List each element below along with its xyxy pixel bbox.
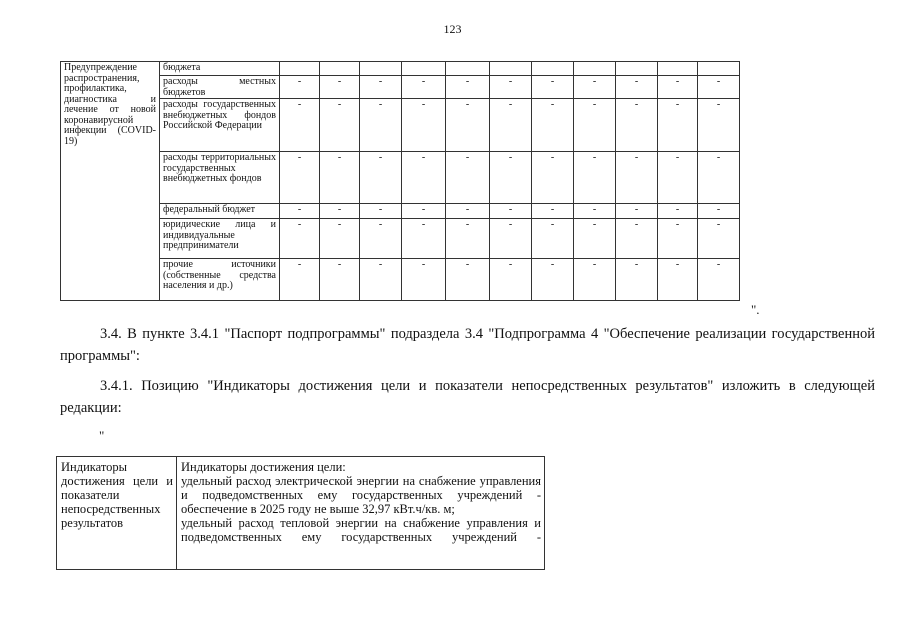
value-cell: - — [360, 76, 402, 99]
value-cell: - — [280, 219, 320, 259]
value-cell: - — [532, 259, 574, 301]
value-cell: - — [616, 99, 658, 152]
value-cell: - — [446, 99, 490, 152]
value-cell: - — [320, 76, 360, 99]
value-cell: - — [532, 219, 574, 259]
value-cell: - — [446, 259, 490, 301]
value-cell: - — [698, 76, 740, 99]
value-cell — [616, 62, 658, 76]
value-cell: - — [446, 204, 490, 219]
funding-source-cell: бюджета — [160, 62, 280, 76]
value-cell: - — [320, 204, 360, 219]
funding-source-cell: юридические лица и индивидуальные предприниматели — [160, 219, 280, 259]
value-cell: - — [698, 259, 740, 301]
value-cell — [658, 62, 698, 76]
value-cell — [280, 62, 320, 76]
value-cell — [532, 62, 574, 76]
indicator-heading: Индикаторы достижения цели: — [181, 460, 346, 474]
value-cell: - — [402, 76, 446, 99]
value-cell: - — [446, 219, 490, 259]
paragraph-3-4-1: 3.4.1. Позицию "Индикаторы достижения цели и показатели непосредственных результатов" изложить в следующей редакции: — [60, 378, 875, 416]
value-cell — [574, 62, 616, 76]
value-cell: - — [280, 99, 320, 152]
value-cell: - — [490, 259, 532, 301]
value-cell: - — [532, 204, 574, 219]
funding-source-cell: прочие источники (собственные средства населения и др.) — [160, 259, 280, 301]
value-cell: - — [574, 152, 616, 204]
closing-quote: ". — [751, 302, 760, 317]
value-cell: - — [574, 99, 616, 152]
value-cell: - — [402, 152, 446, 204]
value-cell: - — [446, 152, 490, 204]
indicator-label-cell: Индикаторы достижения цели и показатели непосредственных результатов — [57, 457, 177, 570]
value-cell: - — [616, 219, 658, 259]
value-cell: - — [574, 204, 616, 219]
value-cell: - — [698, 204, 740, 219]
value-cell: - — [658, 99, 698, 152]
value-cell: - — [490, 76, 532, 99]
value-cell: - — [616, 76, 658, 99]
indicator-description-cell — [177, 457, 545, 570]
value-cell: - — [280, 259, 320, 301]
indicator-item-thermal: удельный расход тепловой энергии на снабжение управления и подведомственных ему государственных учреждений - — [181, 516, 541, 544]
value-cell: - — [360, 259, 402, 301]
value-cell: - — [532, 99, 574, 152]
budget-table — [60, 61, 740, 301]
value-cell: - — [574, 76, 616, 99]
paragraph-3-4: 3.4. В пункте 3.4.1 "Паспорт подпрограммы" подраздела 3.4 "Подпрограмма 4 "Обеспечение реализации государственной программы": — [60, 326, 875, 364]
value-cell: - — [490, 152, 532, 204]
value-cell: - — [574, 259, 616, 301]
value-cell: - — [320, 152, 360, 204]
value-cell: - — [616, 259, 658, 301]
funding-source-cell: расходы государственных внебюджетных фондов Российской Федерации — [160, 99, 280, 152]
budget-row — [61, 152, 740, 204]
value-cell: - — [658, 152, 698, 204]
value-cell: - — [532, 76, 574, 99]
value-cell: - — [698, 99, 740, 152]
value-cell: - — [402, 259, 446, 301]
value-cell — [446, 62, 490, 76]
value-cell: - — [280, 204, 320, 219]
value-cell: - — [402, 99, 446, 152]
value-cell: - — [658, 219, 698, 259]
value-cell: - — [574, 219, 616, 259]
value-cell: - — [490, 99, 532, 152]
value-cell: - — [490, 204, 532, 219]
budget-row — [61, 76, 740, 99]
value-cell: - — [446, 76, 490, 99]
value-cell: - — [532, 152, 574, 204]
budget-row — [61, 204, 740, 219]
value-cell: - — [698, 152, 740, 204]
funding-source-cell: расходы территориальных государственных внебюджетных фондов — [160, 152, 280, 204]
value-cell: - — [698, 219, 740, 259]
value-cell — [490, 62, 532, 76]
value-cell: - — [658, 259, 698, 301]
value-cell: - — [490, 219, 532, 259]
opening-quote: " — [99, 428, 105, 443]
value-cell — [402, 62, 446, 76]
value-cell: - — [658, 204, 698, 219]
value-cell: - — [616, 152, 658, 204]
budget-row — [61, 62, 740, 76]
value-cell — [320, 62, 360, 76]
section-label-cell: Предупреждение распространения, профилактика, диагностика и лечение от новой коронавирусной инфекции (COVID-19) — [61, 62, 160, 301]
value-cell: - — [320, 219, 360, 259]
value-cell: - — [360, 99, 402, 152]
funding-source-cell: федеральный бюджет — [160, 204, 280, 219]
value-cell: - — [360, 152, 402, 204]
value-cell: - — [402, 219, 446, 259]
value-cell: - — [280, 152, 320, 204]
value-cell: - — [280, 76, 320, 99]
value-cell: - — [616, 204, 658, 219]
budget-row — [61, 259, 740, 301]
budget-row — [61, 219, 740, 259]
value-cell: - — [360, 219, 402, 259]
page-number: 123 — [443, 22, 462, 36]
budget-row — [61, 99, 740, 152]
value-cell: - — [658, 76, 698, 99]
indicator-table — [56, 456, 545, 570]
value-cell — [698, 62, 740, 76]
value-cell — [360, 62, 402, 76]
value-cell: - — [320, 99, 360, 152]
value-cell: - — [320, 259, 360, 301]
funding-source-cell: расходы местных бюджетов — [160, 76, 280, 99]
value-cell: - — [360, 204, 402, 219]
value-cell: - — [402, 204, 446, 219]
indicator-item-electric: удельный расход электрической энергии на снабжение управления и подведомственных ему государственных учреждений - обеспечение в 2025 году не выше 32,97 кВт.ч/кв. м; — [181, 474, 541, 516]
